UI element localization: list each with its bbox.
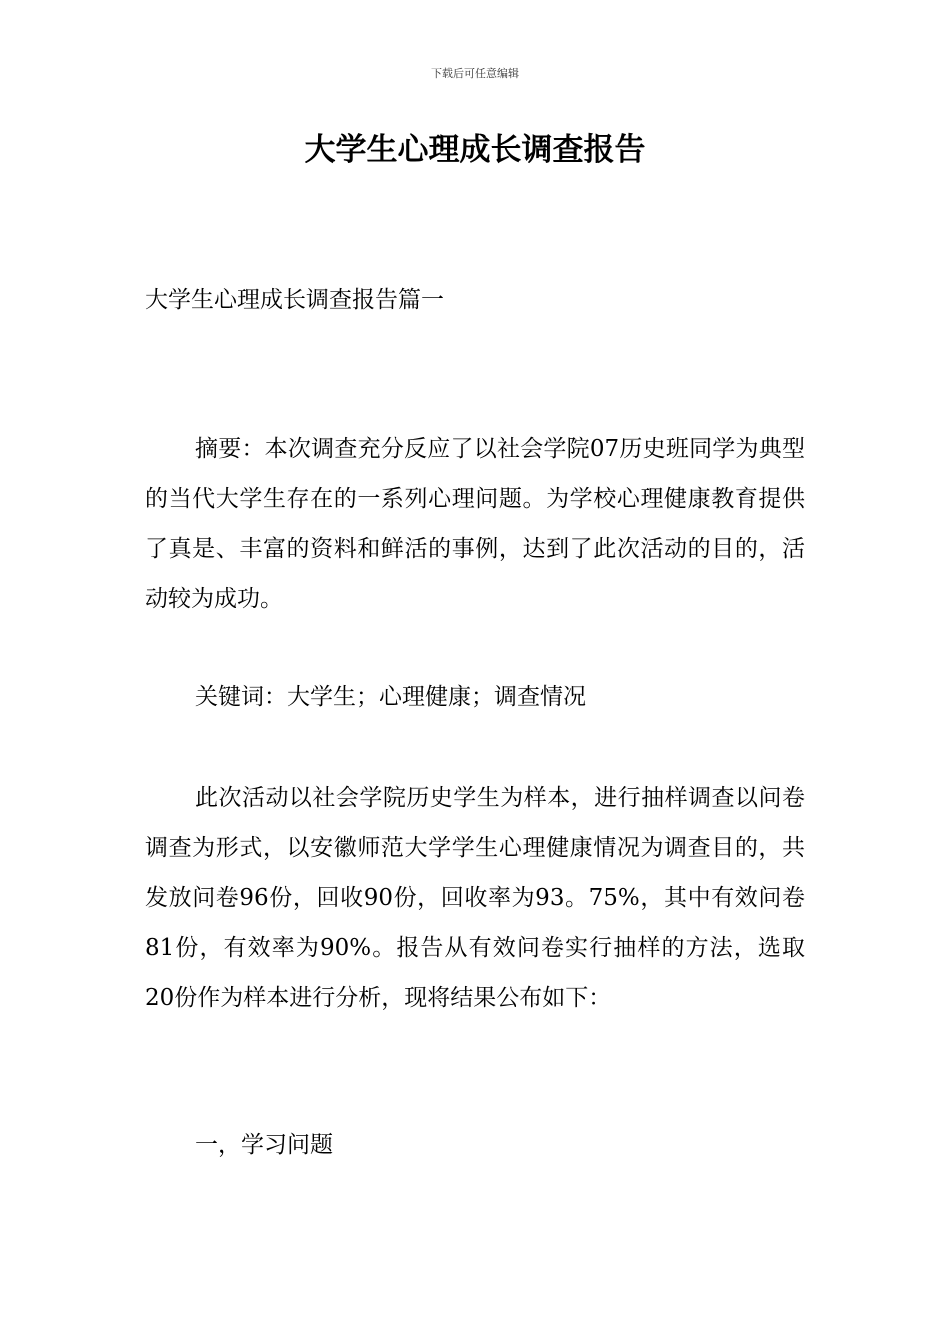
keywords-paragraph: 关键词：大学生；心理健康；调查情况 [195, 684, 586, 710]
section-title: 大学生心理成长调查报告篇一 [145, 287, 444, 313]
document-title: 大学生心理成长调查报告 [304, 132, 646, 168]
abstract-paragraph: 摘要：本次调查充分反应了以社会学院07历史班同学为典型的当代大学生存在的一系列心理问题。为学校心理健康教育提供了真是、丰富的资料和鲜活的事例，达到了此次活动的目的，活动较为成功。 [145, 436, 805, 612]
subsection-heading: 一，学习问题 [195, 1132, 333, 1158]
header-note: 下载后可任意编辑 [431, 67, 519, 80]
method-paragraph: 此次活动以社会学院历史学生为样本，进行抽样调查以问卷调查为形式，以安徽师范大学学生心理健康情况为调查目的，共发放问卷96份，回收90份，回收率为93。75%，其中有效问卷81份，有效率为90%。报告从有效问卷实行抽样的方法，选取20份作为样本进行分析，现将结果公布如下： [145, 785, 805, 1011]
